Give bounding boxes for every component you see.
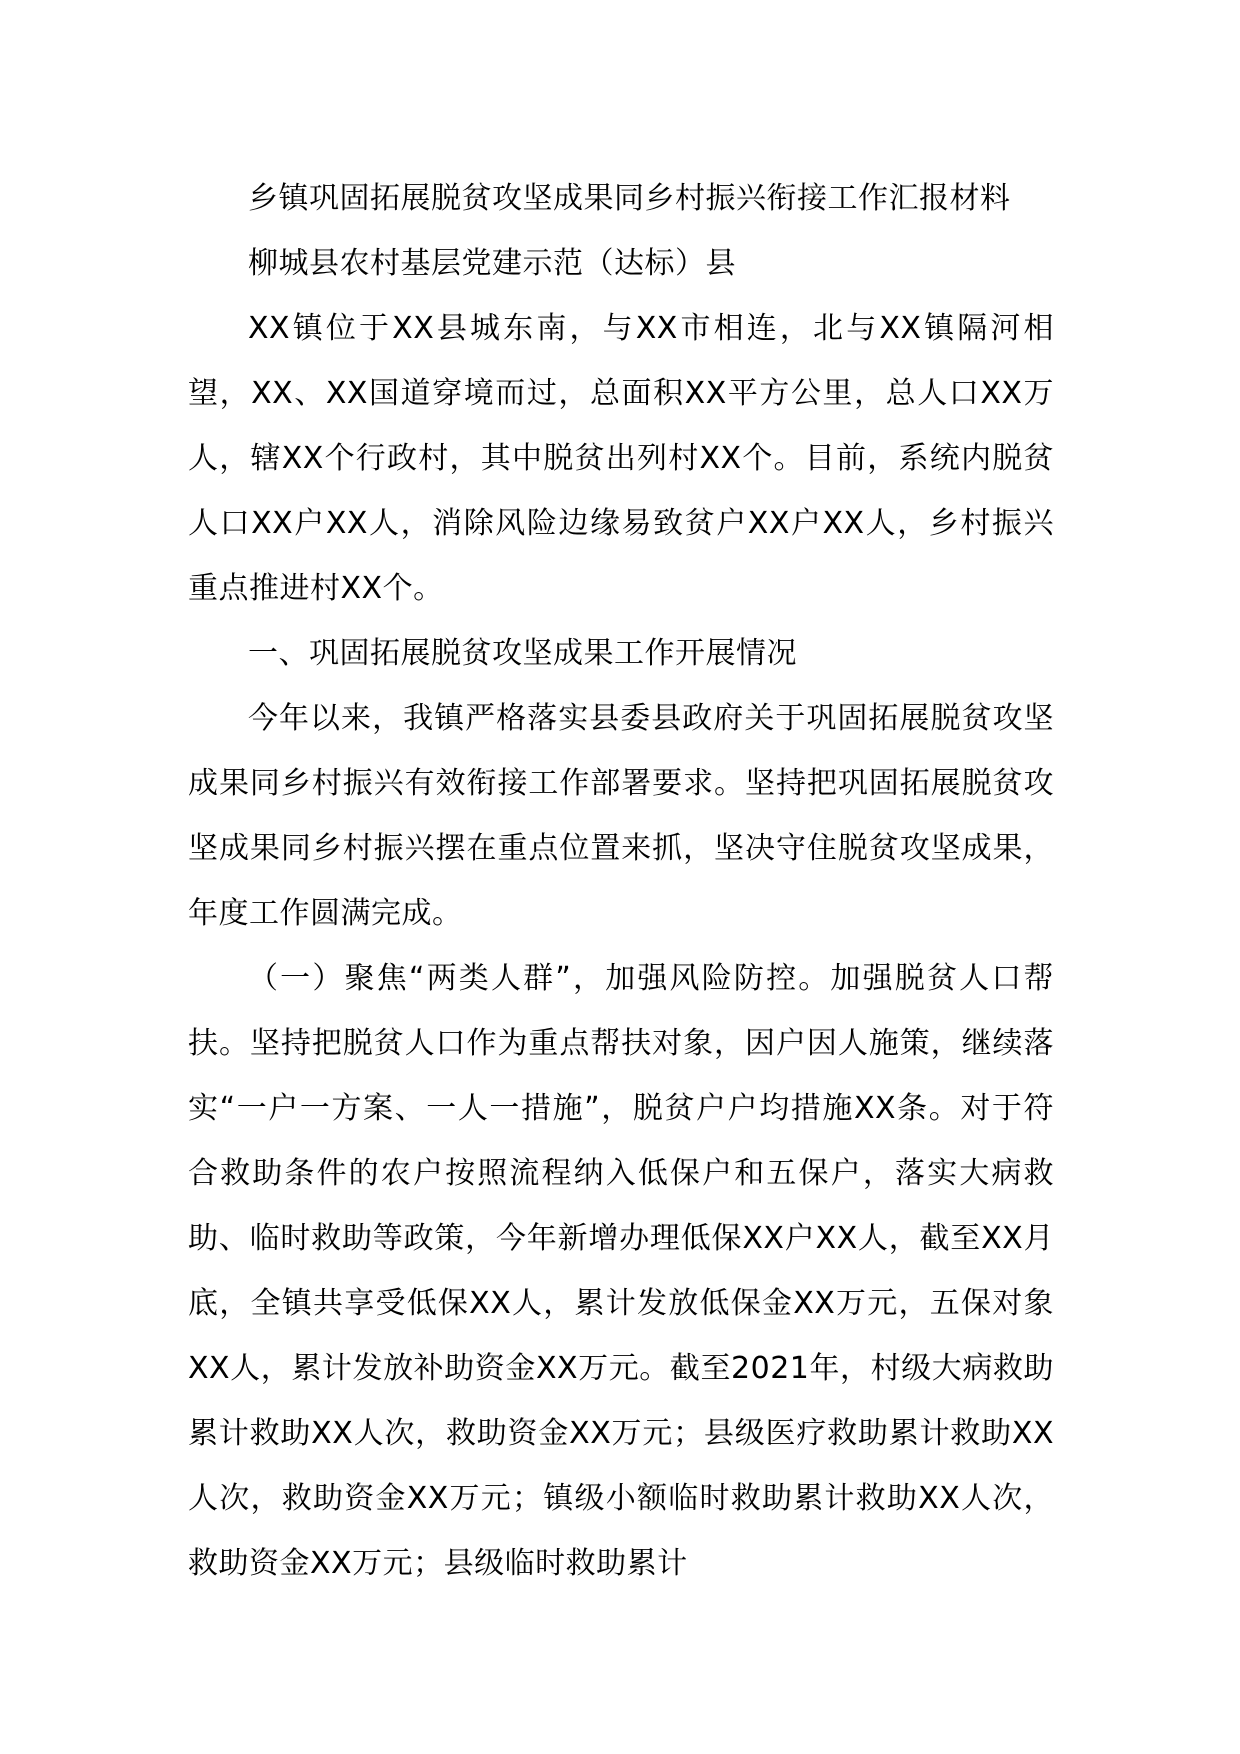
document-title: 乡镇巩固拓展脱贫攻坚成果同乡村振兴衔接工作汇报材料: [248, 181, 1011, 216]
document-page: [188, 166, 1054, 1596]
document-subtitle: 柳城县农村基层党建示范（达标）县: [248, 246, 736, 281]
section-heading: 一、巩固拓展脱贫攻坚成果工作开展情况: [248, 636, 797, 671]
paragraph-subsection-one: （一）聚焦“两类人群”，加强风险防控。加强脱贫人口帮扶。坚持把脱贫人口作为重点帮扶对象，因户因人施策，继续落实“一户一方案、一人一措施”，脱贫户户均措施XX条。对于符合救助条件的农户按照流程纳入低保户和五保户，落实大病救助、临时救助等政策，今年新增办理低保XX户XX人，截至XX月底，全镇共享受低保XX人，累计发放低保金XX万元，五保对象XX人，累计发放补助资金XX万元。截至2021年，村级大病救助累计救助XX人次，救助资金XX万元；县级医疗救助累计救助XX人次，救助资金XX万元；镇级小额临时救助累计救助XX人次，救助资金XX万元；县级临时救助累计: [188, 961, 1054, 1581]
paragraph-intro: XX镇位于XX县城东南，与XX市相连，北与XX镇隔河相望，XX、XX国道穿境而过，总面积XX平方公里，总人口XX万人，辖XX个行政村，其中脱贫出列村XX个。目前，系统内脱贫人口XX户XX人，消除风险边缘易致贫户XX户XX人，乡村振兴重点推进村XX个。: [188, 311, 1054, 606]
paragraph-overview: 今年以来，我镇严格落实县委县政府关于巩固拓展脱贫攻坚成果同乡村振兴有效衔接工作部署要求。坚持把巩固拓展脱贫攻坚成果同乡村振兴摆在重点位置来抓，坚决守住脱贫攻坚成果，年度工作圆满完成。: [188, 701, 1054, 931]
